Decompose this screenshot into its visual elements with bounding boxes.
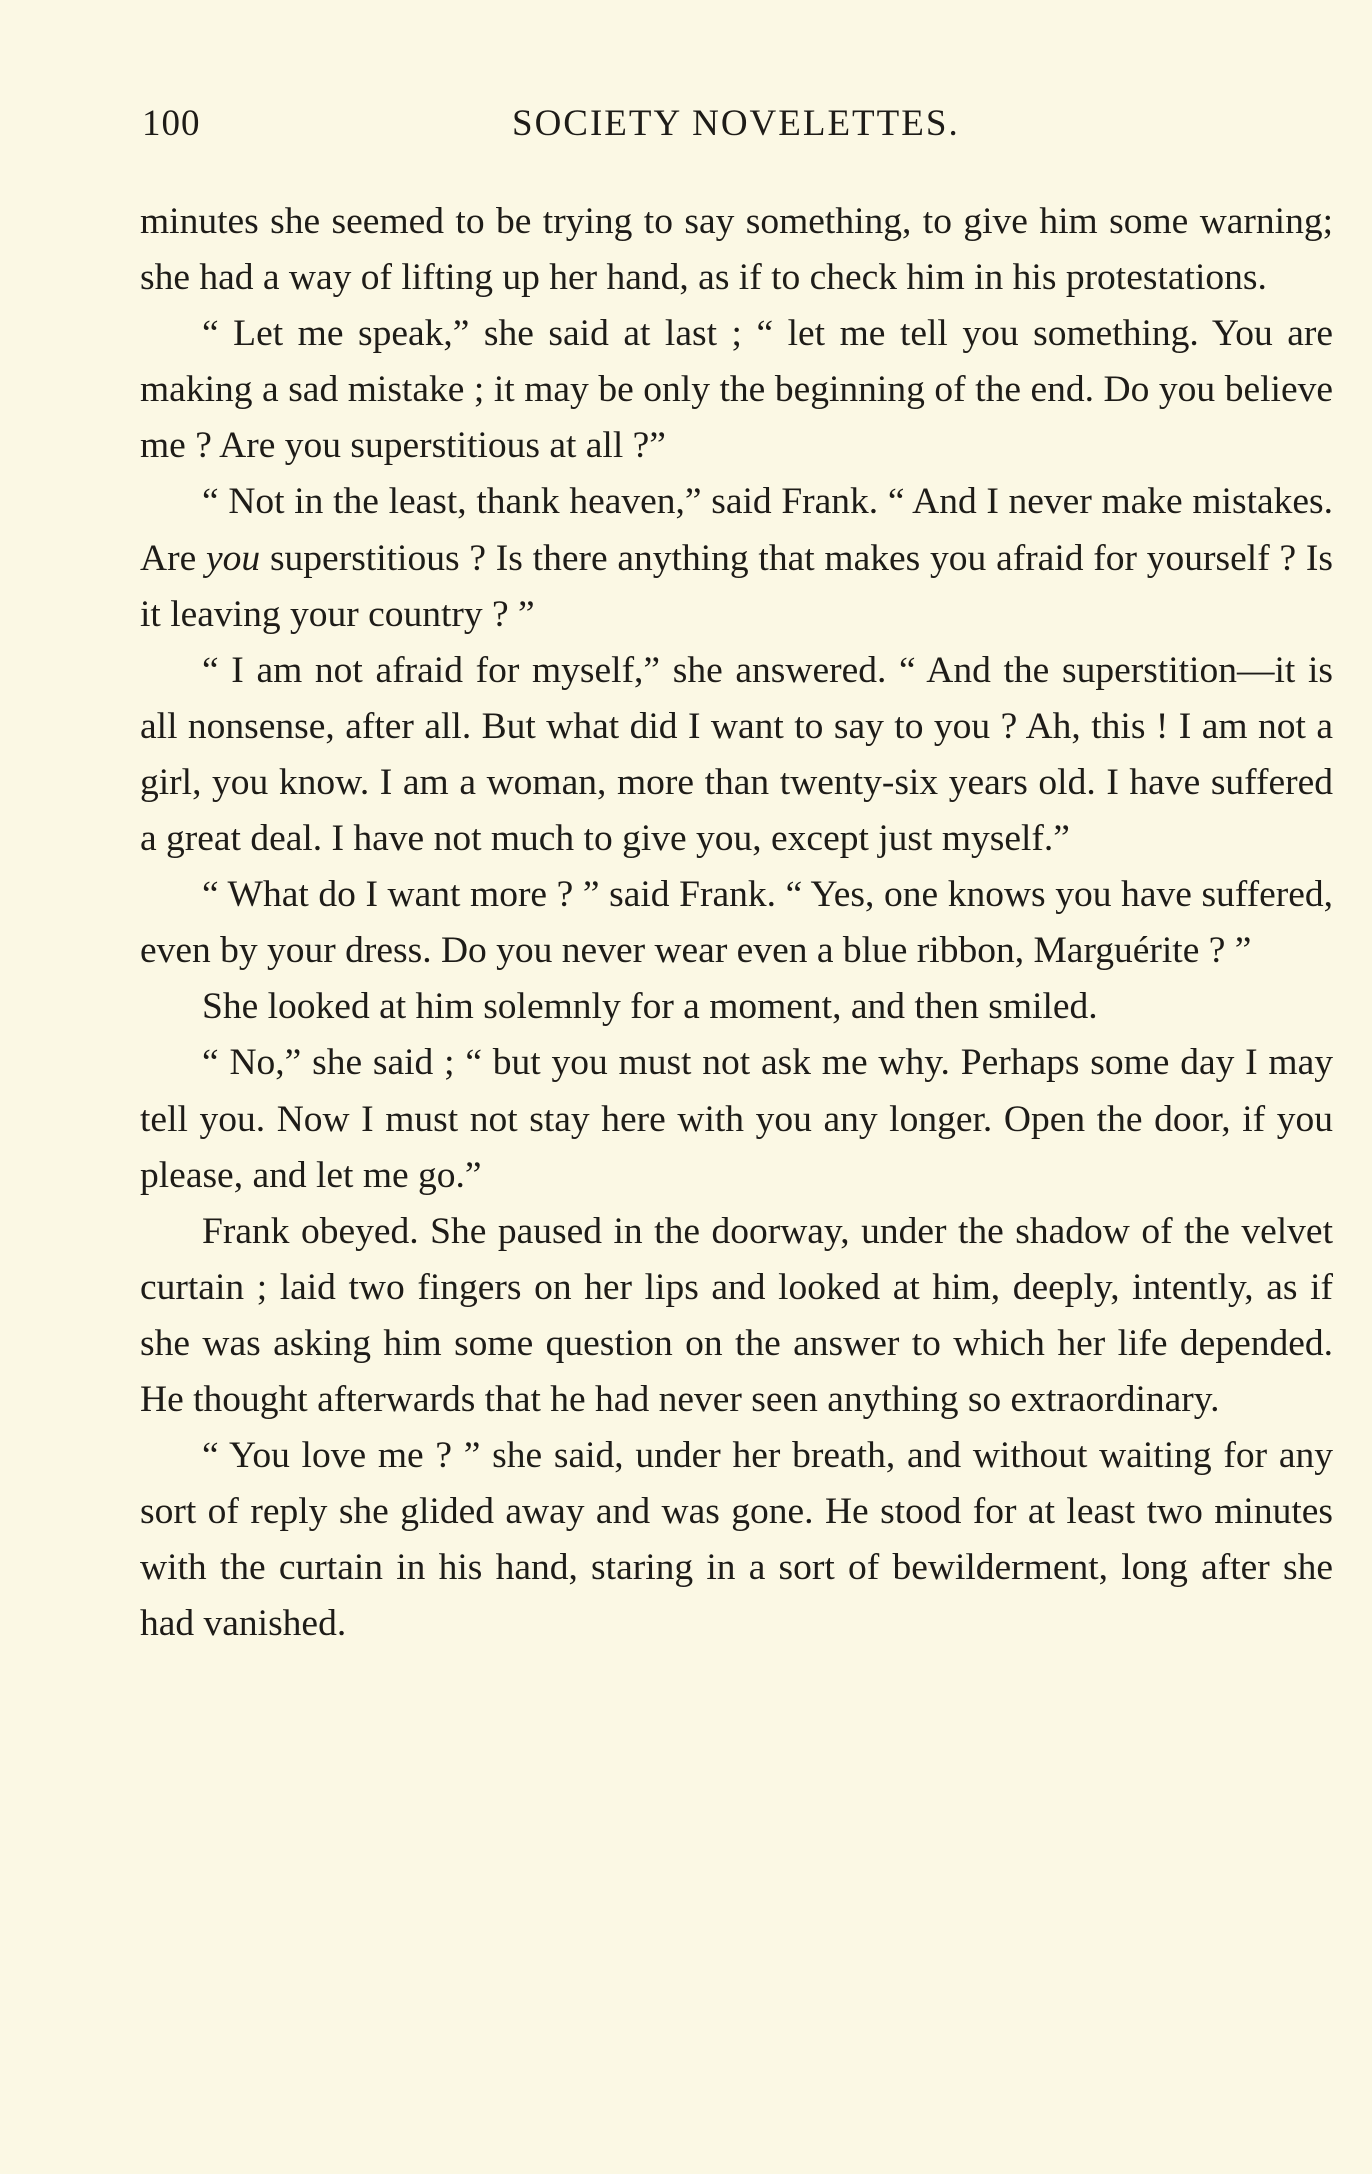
italic-word: you	[206, 537, 261, 579]
paragraph: “ You love me ? ” she said, under her breath, and without waiting for any sort of reply she glided away and was gone. He stood for at least two minutes with the curtain in his hand, staring in a sort of bewilderment, long after she had vanished.	[140, 1435, 1333, 1645]
page-header	[142, 102, 1342, 152]
body-text	[140, 194, 1333, 1652]
paragraph: minutes she seemed to be trying to say something, to give him some warning; she had a way of lifting up her hand, as if to check him in his protestations.	[140, 201, 1333, 299]
paragraph	[140, 474, 1333, 642]
paragraph: “ I am not afraid for myself,” she answered. “ And the superstition—it is all nonsense, after all. But what did I want to say to you ? Ah, this ! I am not a girl, you know. I am a woman, more than twenty-six years old. I have suffered a great deal. I have not much to give you, except just myself.”	[140, 649, 1333, 860]
paragraph-text: superstitious ? Is there anything that makes you afraid for yourself ? Is it leaving your country ? ”	[140, 537, 1333, 635]
paragraph: “ What do I want more ? ” said Frank. “ Yes, one knows you have suffered, even by your dress. Do you never wear even a blue ribbon, Marguérite ? ”	[140, 874, 1333, 972]
paragraph: She looked at him solemnly for a moment, and then smiled.	[202, 986, 1098, 1028]
paragraph: “ Let me speak,” she said at last ; “ let me tell you something. You are making a sad mistake ; it may be only the beginning of the end. Do you believe me ? Are you superstitious at all ?”	[140, 313, 1333, 467]
paragraph-text: “ Not in the least, thank heaven,” said Frank. “ And I never make mistakes. Are	[140, 481, 1333, 579]
paragraph: Frank obeyed. She paused in the doorway, under the shadow of the velvet curtain ; laid two fingers on her lips and looked at him, deeply, intently, as if she was asking him some question on the answer to which her life depended. He thought afterwards that he had never seen anything so extraordinary.	[140, 1210, 1333, 1420]
running-title: SOCIETY NOVELETTES.	[512, 103, 960, 144]
page-number: 100	[142, 103, 201, 144]
paragraph: “ No,” she said ; “ but you must not ask me why. Perhaps some day I may tell you. Now I must not stay here with you any longer. Open the door, if you please, and let me go.”	[140, 1042, 1333, 1196]
